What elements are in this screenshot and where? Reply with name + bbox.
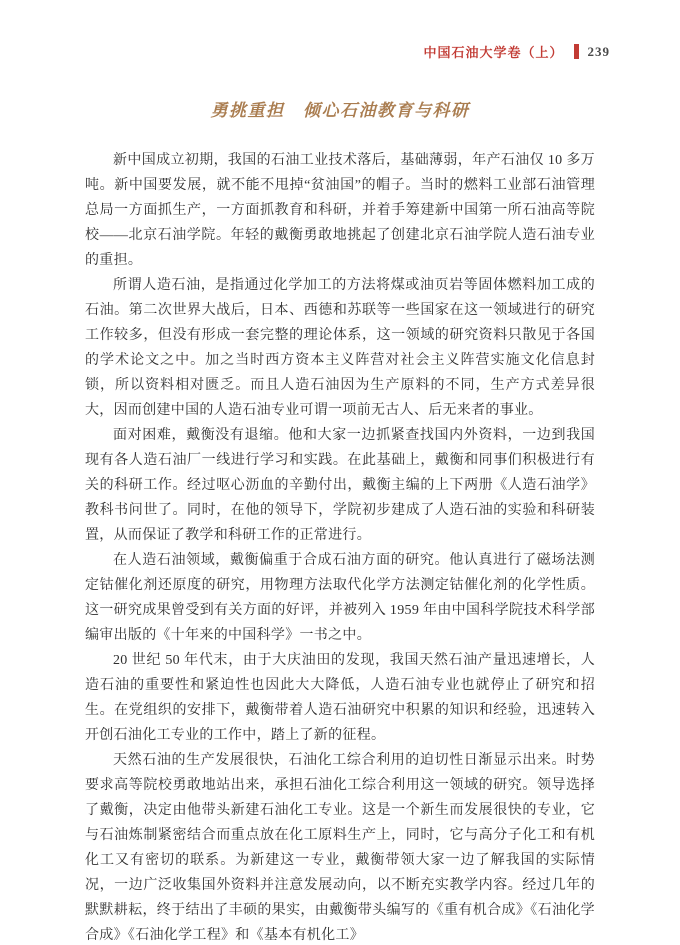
article-body <box>85 148 595 945</box>
paragraph-5: 20 世纪 50 年代末，由于大庆油田的发现，我国天然石油产量迅速增长，人造石油的重要性和紧迫性也因此大大降低，人造石油专业也就停止了研究和招生。在党组织的安排下，戴衡带着人造石油研究中积累的知识和经验，迅速转入开创石油化工专业的工作中，踏上了新的征程。 <box>85 653 595 743</box>
article-content <box>85 96 595 945</box>
book-volume-title: 中国石油大学卷（上） <box>423 45 564 60</box>
header-divider-bar <box>574 44 579 59</box>
page-header <box>423 42 610 61</box>
paragraph-6: 天然石油的生产发展很快，石油化工综合利用的迫切性日渐显示出来。时势要求高等院校勇敢地站出来，承担石油化工综合利用这一领域的研究。领导选择了戴衡，决定由他带头新建石油化工专业。这是一个新生而发展很快的专业，它与石油炼制紧密结合而重点放在化工原料生产上，同时，它与高分子化工和有机化工又有密切的联系。为新建这一专业，戴衡带领大家一边了解我国的实际情况，一边广泛收集国外资料并注意发展动向，以不断充实教学内容。经过几年的默默耕耘，终于结出了丰硕的果实，由戴衡带头编写的《重有机合成》《石油化学合成》《石油化学工程》和《基本有机化工》 <box>85 753 595 943</box>
paragraph-4: 在人造石油领域，戴衡偏重于合成石油方面的研究。他认真进行了磁场法测定钴催化剂还原度的研究，用物理方法取代化学方法测定钴催化剂的化学性质。这一研究成果曾受到有关方面的好评，并被列入 1959 年由中国科学院技术科学部编审出版的《十年来的中国科学》一书之中。 <box>85 553 595 643</box>
paragraph-1: 新中国成立初期，我国的石油工业技术落后，基础薄弱，年产石油仅 10 多万吨。新中国要发展，就不能不甩掉“贫油国”的帽子。当时的燃料工业部石油管理总局一方面抓生产，一方面抓教育和科研，并着手筹建新中国第一所石油高等院校——北京石油学院。年轻的戴衡勇敢地挑起了创建北京石油学院人造石油专业的重担。 <box>85 153 595 268</box>
paragraph-3: 面对困难，戴衡没有退缩。他和大家一边抓紧查找国内外资料，一边到我国现有各人造石油厂一线进行学习和实践。在此基础上，戴衡和同事们积极进行有关的科研工作。经过呕心沥血的辛勤付出，戴衡主编的上下两册《人造石油学》教科书问世了。同时，在他的领导下，学院初步建成了人造石油的实验和科研装置，从而保证了教学和科研工作的正常进行。 <box>85 428 595 543</box>
paragraph-2: 所谓人造石油，是指通过化学加工的方法将煤或油页岩等固体燃料加工成的石油。第二次世界大战后，日本、西德和苏联等一些国家在这一领域进行的研究工作较多，但没有形成一套完整的理论体系，这一领域的研究资料只散见于各国的学术论文之中。加之当时西方资本主义阵营对社会主义阵营实施文化信息封锁，所以资料相对匮乏。而且人造石油因为生产原料的不同，生产方式差异很大，因而创建中国的人造石油专业可谓一项前无古人、后无来者的事业。 <box>85 278 595 418</box>
page-number: 239 <box>587 43 610 59</box>
article-title: 勇挑重担 倾心石油教育与科研 <box>210 101 470 120</box>
